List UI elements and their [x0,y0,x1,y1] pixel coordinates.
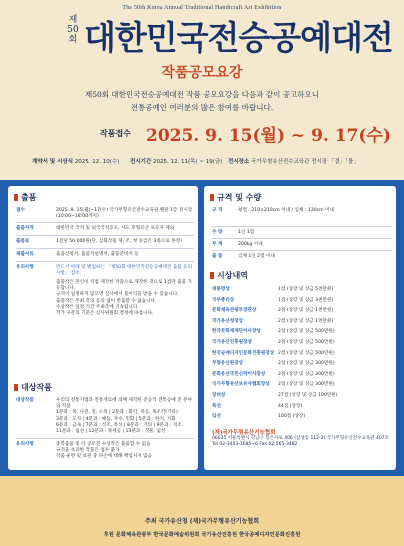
contact-address: 06635 서울특별시 강남구 봉은사로 406 (삼성동 112-2) 국가무형유산전수교육관 407호 [212,436,389,441]
section-spec-title: 규격 및 수량 [210,192,261,203]
row-label: 제출서류 [16,252,34,257]
english-title: The 50th Korea Annual Traditional Handicraft Art Exhibition [122,5,282,11]
award-value: 1점 (상장 및 상금 5천만원) [278,287,334,292]
award-label: 문화체육관광부장관상 [212,308,257,314]
awards-list [212,286,392,426]
award-value: 2점 (상장 및 상금 500만원) [278,350,335,356]
row-value [56,442,194,461]
row-label: 유의사항 [16,265,34,270]
note-item: 규격이 일정하지 않으면 심사에서 불이익을 받을 수 있습니다. [56,292,179,298]
warning-line: 중복출품 및 타 공모전 수상작은 출품할 수 없음 [56,442,151,447]
award-item [212,339,392,348]
note-item: 작가 구분의 기준은 심사위원회 결정에 따릅니다. [56,311,154,317]
award-value: 1점 (상장 및 상금 3천만원) [278,297,334,303]
award-item [212,381,392,390]
page-title: 대한민국전승공예대전 [84,18,393,57]
award-value: 2점 (상장 및 상금 500만원) [278,329,335,335]
announce-value: 2025. 12. 10(수) [74,159,120,165]
award-label: 특선 [212,403,221,409]
divider [16,438,194,439]
section-awards-title: 시상내역 [210,270,248,281]
right-panel [204,186,396,470]
row-label: 대상작품 [16,398,34,403]
divider [212,238,392,239]
spec-label: 수 량 [212,230,223,235]
award-item [212,403,392,412]
exhibit-value: 2025. 12. 11(목) ~ 19(금) [153,159,223,165]
spec-value: 200kg 이내 [238,242,263,247]
warning-line: 작품 운반 및 보관 중 파손에 대해 책임지지 않음 [56,454,152,460]
row-label: 출품료 [16,239,30,244]
award-label: 문화유산국민신탁이사장상 [212,371,266,377]
announce-info [32,157,119,165]
award-item [212,328,392,337]
spec-label: 출 품 [212,254,223,259]
note-item: 출품작은 본인이 직접 제작한 작품으로 제작한 것으로 1점만 출품 가능합니다. [56,280,192,292]
row-label: 출품자격 [16,226,34,231]
award-item [212,371,392,380]
contact-block [212,430,392,448]
row-label: 유의사항 [16,442,34,447]
description [60,88,344,114]
award-value: 2점 (상장 및 상금 300만원) [278,382,335,388]
award-value: 2점 (상장 및 상금 1천만원) [278,308,334,314]
row-value: 대한민국 국적 및 외국국적동포, 시도 무형유산 보유자 제외 [56,226,175,231]
award-item [212,350,392,359]
target-line: 1분과 : 목, 나전, 칠, 소목 | 2분과 : 화각, 목공, 목조각(기타) [56,410,178,416]
award-label: 국가무형유산보유자협회장상 [212,382,270,388]
award-item [212,297,392,306]
left-panel [8,186,198,470]
award-value: 27점 (상장 및 상금 100만원) [278,393,338,398]
award-item [212,318,392,327]
award-label: 장려상 [212,393,226,398]
award-item [212,413,392,422]
award-label: 입선 [212,414,221,420]
spec-value: 1인 1점 [238,230,255,235]
period-label: 작품접수 [100,129,131,138]
sponsor-line: 후원 문화체육관광부 한국문화예술위원회 국가유산진흥원 한국공예디자인문화진흥원 [103,532,301,538]
award-value: 44점 (상장) [278,403,303,409]
spec-label: 규 격 [212,208,223,213]
venue-info [228,157,359,165]
notes-list [56,280,192,317]
description-line-1: 제50회 대한민국전승공예대전 작품 공모요강을 다음과 같이 공고하오니 [85,90,319,99]
description-line-2: 전통공예인 여러분의 많은 참여를 바랍니다. [130,103,274,112]
footer [0,476,404,546]
contact-org: (재)국가무형유산기능협회 [212,430,276,436]
award-value: 2점 (상장 및 상금 500만원) [278,340,335,345]
target-line: 6분과 : 금속 | 7분과 : 석조, 옥석 | 8분과 : 기타 | 9분과 : 직조 [56,422,182,428]
row-value [56,398,194,435]
divider [16,261,194,262]
target-summary: 우리의 전통기법과 전통재료에 의해 제작된 전승작 전통공예 전 분야의 작품 [56,398,192,410]
section-target-title: 대상작품 [14,382,52,393]
award-value: 2점 (상장 및 상금 1천만원) [278,318,334,324]
period-value: 2025. 9. 15(월) ~ 9. 17(수) [146,126,391,146]
edition-label: 제50회 [67,15,79,45]
award-item [212,360,392,369]
spec-value: 평면 : 210×210cm 이내 / 입체 : 130cm 이내 [238,208,334,213]
divider [16,248,194,249]
award-label: 한국문화재재단이사장상 [212,329,261,335]
venue-label: 전시장소 [228,159,250,165]
row-value: 출품신청서, 출품작설명서, 출품준비서 등 [56,252,139,257]
row-value: 2025. 9. 15(월)~17(수) 국가무형유산전수교육관 별관 1층 전시장(10:00~18:00까지) [56,208,193,220]
row-label: 접수 [16,208,25,213]
note-item: 출품작은 주최 측의 동의 없이 반출할 수 없습니다. [56,298,157,304]
target-line: 3분과 : 도자 | 4분과 : 매듭, 자수, 민화 | 5분과 : 한지, 지화 [56,416,176,422]
warning-line: 규격을 초과한 작품은 접수 불가 [56,448,120,454]
venue-value: 국가무형유산전수교육관 전시장 「결」「를」 [251,159,359,165]
page-subtitle: 작품공모요강 [161,65,243,81]
row-reception [16,208,194,220]
award-label: 국무총리상 [212,297,235,303]
divider [212,250,392,251]
award-label: 국가유산진흥원장상 [212,340,252,345]
award-item [212,307,392,316]
target-line: 11분과 : 침선 | 12분과 : 죽세공 | 13분과 : 직물, 침선 [56,429,166,435]
row-value: 반드시 아래 및 별첨하는 「제50회 대한민국전승공예대전 출품 유의사항」 참조. [56,265,193,277]
award-item [212,286,392,295]
divider [16,235,194,236]
award-item [212,392,392,401]
note-item: 수상작은 일정 기간 주최측에 귀속됩니다. [56,304,139,310]
section-entry-title: 출품 [14,192,36,203]
award-value: 2점 (상장 및 상금 300만원) [278,361,335,367]
award-label: 한국공예디자인문화진흥원장상 [212,350,275,356]
divider [16,222,194,223]
award-value: 2점 (상장 및 상금 300만원) [278,371,335,377]
exhibit-info [130,157,222,165]
header [0,0,404,180]
award-label: 국가유산청장상 [212,318,244,324]
divider [212,226,392,227]
row-value: 1점당 50,000원(단, 심화작품 제, 조, 첫 등급은 3종으로 한정) [56,239,182,244]
contact-phone: Tel 02-3453-1685~6 Fax 02-565-3482 [212,442,298,447]
exhibit-label: 전시기간 [130,159,152,165]
award-label: 무형유산원장상 [212,361,244,367]
host-line: 주최 국가유산청 (재)국가무형유산기능협회 [145,518,259,525]
spec-value: 입체 1인 2점 이내 [238,254,275,259]
award-value: 100점 (상장) [278,414,306,420]
spec-label: 무 게 [212,242,223,247]
award-label: 대통령상 [212,287,230,292]
announce-label: 계약서 및 시상식 [32,159,74,165]
